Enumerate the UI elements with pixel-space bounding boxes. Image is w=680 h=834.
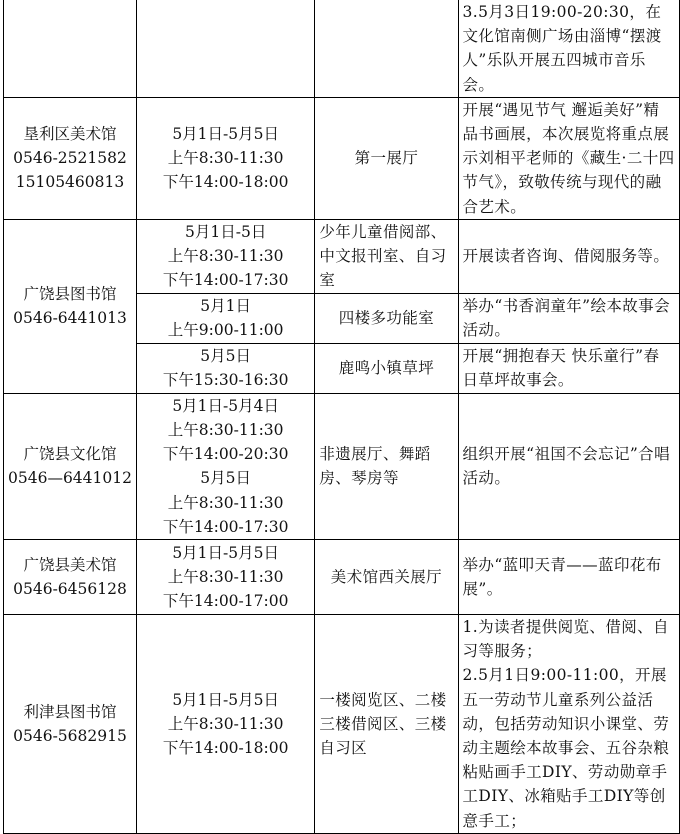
venue-cell [4, 540, 137, 615]
time-line: 5月1日-5日 [185, 223, 267, 242]
place-text: 非遗展厅、舞蹈房、琴房等 [319, 445, 431, 488]
place-cell [315, 343, 458, 393]
table-row [4, 393, 680, 539]
table-row [4, 615, 680, 834]
time-line: 上午8:30-11:30 [167, 247, 284, 266]
time-line: 下午14:00-18:00 [162, 173, 289, 192]
place-cell [315, 615, 458, 834]
venue-cell [4, 393, 137, 539]
place-text: 第一展厅 [354, 149, 419, 168]
time-line: 上午8:30-11:30 [167, 493, 284, 512]
table-row [4, 97, 680, 219]
place-cell [315, 0, 458, 97]
activity-cell [458, 343, 679, 393]
place-text: 鹿鸣小镇草坪 [338, 359, 435, 378]
table-row [4, 219, 680, 293]
activity-cell [458, 615, 679, 834]
time-cell [136, 97, 314, 219]
time-line: 下午14:00-18:00 [162, 739, 289, 758]
time-line: 5月1日-5月5日 [172, 125, 279, 144]
place-cell [315, 219, 458, 293]
activity-cell [458, 540, 679, 615]
activity-text: 1.为读者提供阅览、借阅、自习等服务； [462, 618, 669, 661]
activity-cell [458, 293, 679, 343]
activity-cell [458, 0, 679, 97]
activity-text: 3.5月3日19:00-20:30，在文化馆南侧广场由淄博“摆渡人”乐队开展五四城市音乐会。 [462, 3, 662, 94]
venue-cell [4, 97, 137, 219]
venue-name: 广饶县图书馆 [23, 285, 117, 304]
venue-name: 利津县图书馆 [23, 702, 117, 721]
time-line: 5月1日 [200, 297, 252, 316]
venue-name: 广饶县美术馆 [23, 555, 117, 574]
activity-cell [458, 219, 679, 293]
activity-text: 开展“拥抱春天 快乐童行”春日草坪故事会。 [462, 347, 660, 390]
activity-text: 2.5月1日9:00-11:00，开展五一劳动节儿童系列公益活动，包括劳动知识小课堂、劳动主题绘本故事会、五谷杂粮粘贴画手工DIY、劳动勋章手工DIY、冰箱贴手工DIY等创意手工； [462, 666, 670, 830]
activity-text: 举办“蓝叩天青——蓝印花布展”。 [462, 555, 662, 599]
time-cell [136, 219, 314, 293]
time-line: 5月5日 [200, 347, 252, 366]
time-line: 上午8:30-11:30 [167, 149, 284, 168]
place-text: 一楼阅览区、二楼三楼借阅区、三楼自习区 [319, 690, 447, 758]
time-line: 下午14:00-17:30 [162, 517, 289, 536]
time-line: 下午14:00-17:00 [162, 592, 289, 611]
time-line: 5月1日-5月5日 [172, 690, 279, 709]
time-line: 下午15:30-16:30 [162, 371, 289, 390]
time-cell [136, 393, 314, 539]
activity-text: 开展读者咨询、借阅服务等。 [462, 247, 670, 266]
venue-name: 垦利区美术馆 [23, 125, 117, 144]
activity-cell [458, 97, 679, 219]
venue-phone: 0546-5682915 [13, 726, 127, 745]
place-text: 美术馆西关展厅 [330, 567, 443, 586]
time-cell [136, 343, 314, 393]
time-line: 上午8:30-11:30 [167, 567, 284, 586]
time-line: 上午9:00-11:00 [167, 321, 284, 340]
time-cell [136, 615, 314, 834]
activity-text: 举办“书香润童年”绘本故事会活动。 [462, 297, 670, 340]
time-cell [136, 540, 314, 615]
place-cell [315, 293, 458, 343]
activity-text: 组织开展“祖国不会忘记”合唱活动。 [462, 445, 670, 488]
venue-name: 广饶县文化馆 [23, 445, 117, 464]
venue-mobile: 15105460813 [15, 173, 125, 192]
time-cell [136, 293, 314, 343]
activity-text: 开展“遇见节气 邂逅美好”精品书画展，本次展览将重点展示刘相平老师的《藏生·二十四节气》，致敬传统与现代的融合艺术。 [462, 100, 675, 216]
place-text: 少年儿童借阅部、中文报刊室、自习室 [319, 223, 447, 290]
table-row [4, 540, 680, 615]
place-text: 四楼多功能室 [338, 309, 435, 328]
venue-phone: 0546-6441013 [13, 309, 127, 328]
venue-phone: 0546-2521582 [13, 149, 127, 168]
venue-phone: 0546—6441012 [8, 469, 132, 488]
place-cell [315, 97, 458, 219]
place-cell [315, 540, 458, 615]
time-line: 上午8:30-11:30 [167, 421, 284, 440]
activity-cell [458, 393, 679, 539]
venue-phone: 0546-6456128 [13, 580, 127, 599]
time-line: 上午8:30-11:30 [167, 714, 284, 733]
time-line: 下午14:00-17:30 [162, 271, 289, 290]
venue-cell [4, 615, 137, 834]
activity-schedule-document [3, 0, 680, 834]
place-cell [315, 393, 458, 539]
time-line: 5月1日-5月5日 [172, 543, 279, 562]
activity-schedule-table [3, 0, 680, 834]
table-row [4, 0, 680, 97]
time-line: 5月5日 [200, 469, 252, 488]
time-line: 下午14:00-20:30 [162, 445, 289, 464]
time-line: 5月1日-5月4日 [172, 396, 279, 415]
time-cell [136, 0, 314, 97]
venue-cell [4, 219, 137, 393]
venue-cell [4, 0, 137, 97]
